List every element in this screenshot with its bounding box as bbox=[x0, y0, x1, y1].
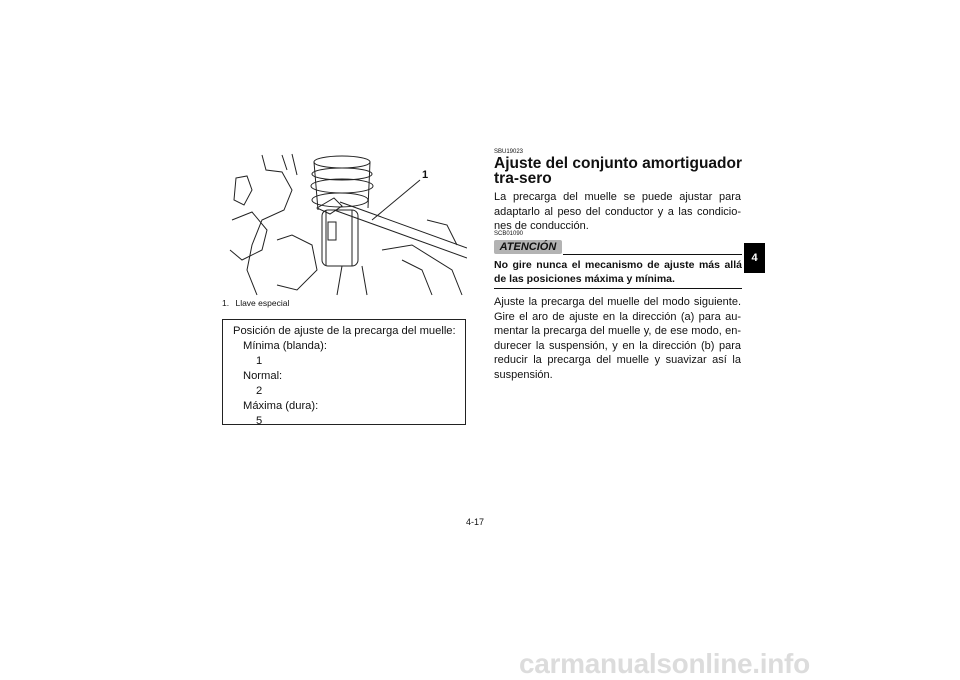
caption-text: Llave especial bbox=[235, 298, 290, 308]
caution-badge: ATENCIÓN bbox=[494, 240, 562, 254]
normal-value: 2 bbox=[256, 385, 263, 397]
watermark: carmanualsonline.info bbox=[519, 648, 810, 679]
section-title: Ajuste del conjunto amortiguador tra-sero bbox=[494, 155, 743, 187]
max-value: 5 bbox=[256, 415, 263, 427]
caution-text: No gire nunca el mecanismo de ajuste más allá de las posiciones máxima y mínima. bbox=[494, 259, 742, 285]
procedure-paragraph: Ajuste la precarga del muelle del modo siguiente. Gire el aro de ajuste en la dirección (a) para au-mentar la precarga del muelle y, de ese modo, en-durecer la suspensión, y en la dirección (b) para reducir la precarga del muelle y suavizar así la suspensión. bbox=[494, 296, 741, 381]
page-number: 4-17 bbox=[466, 517, 485, 527]
normal-label: Normal: bbox=[243, 370, 283, 382]
intro-paragraph: La precarga del muelle se puede ajustar para adaptarlo al peso del conductor y a las condicio-nes de conducción. bbox=[494, 191, 741, 232]
callout-number: 1 bbox=[422, 169, 429, 181]
caution-code: SCB01090 bbox=[494, 231, 524, 237]
caution-rule-top bbox=[563, 254, 742, 255]
shock-absorber-illustration bbox=[222, 150, 467, 296]
max-label: Máxima (dura): bbox=[243, 400, 319, 412]
settings-heading: Posición de ajuste de la precarga del muelle: bbox=[233, 325, 456, 337]
figure-caption bbox=[222, 298, 289, 308]
min-label: Mínima (blanda): bbox=[243, 340, 327, 352]
section-code: SBU19023 bbox=[494, 149, 524, 155]
caption-number: 1. bbox=[222, 298, 230, 308]
caution-rule-bottom bbox=[494, 288, 742, 289]
chapter-tab: 4 bbox=[744, 243, 765, 273]
preload-settings-box bbox=[222, 319, 466, 425]
min-value: 1 bbox=[256, 355, 263, 367]
